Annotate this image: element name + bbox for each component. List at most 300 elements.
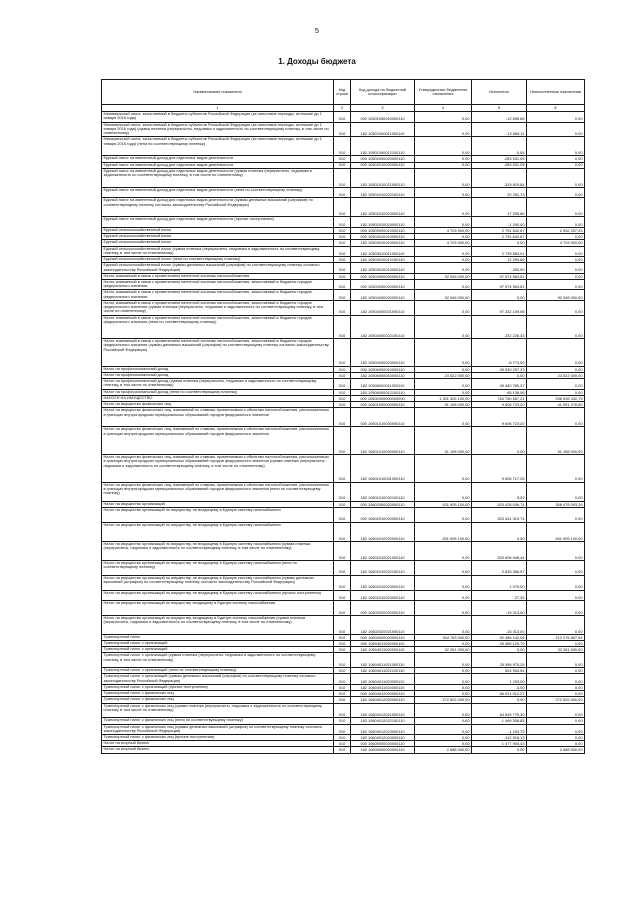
row-kbk: 182 10604011023000110 xyxy=(351,674,415,685)
row-unexecuted: 0,00 xyxy=(527,674,585,685)
row-line-code: 010 xyxy=(334,575,351,590)
row-unexecuted: 0,00 xyxy=(527,379,585,390)
row-unexecuted: 0,00 xyxy=(527,482,585,501)
row-kbk: 182 10506000012100110 xyxy=(351,389,415,395)
row-approved: 0,00 xyxy=(415,507,472,522)
row-line-code: 010 xyxy=(334,366,351,372)
row-line-code: 010 xyxy=(334,590,351,601)
row-approved: 51 198 000,00 xyxy=(415,427,472,455)
table-row xyxy=(102,482,585,501)
row-name: Налог на имущество физических лиц, взимаемый по ставкам, применяемым к объектам налогообложения, расположенным в границах внутригородских муниципальных образований городов федерального значения xyxy=(102,408,334,427)
table-row xyxy=(102,560,585,575)
table-row xyxy=(102,454,585,482)
row-kbk: 182 10604011022100110 xyxy=(351,668,415,674)
row-line-code: 010 xyxy=(334,372,351,378)
row-kbk: 182 10604011021000110 xyxy=(351,653,415,668)
row-unexecuted: 0,00 xyxy=(527,560,585,575)
row-kbk: 182 10502010024000110 xyxy=(351,217,415,228)
row-name: Налог на профессиональный доход xyxy=(102,366,334,372)
row-name: Единый сельскохозяйственный налог xyxy=(102,240,334,246)
table-row xyxy=(102,112,585,123)
row-name: Налог, взимаемый в связи с применением патентной системы налогообложения, зачисляемый в бюджеты городов федерального значения xyxy=(102,279,334,290)
header-approved: Утвержденные бюджетные назначения xyxy=(415,80,472,105)
row-name: Минимальный налог, зачисляемый в бюджеты субъектов Российской Федерации (за налоговые периоды, истекшие до 1 января 2016 года) xyxy=(102,112,334,123)
row-executed: 764 760 667,21 xyxy=(472,395,527,401)
row-unexecuted: 212 276 857,94 xyxy=(527,634,585,640)
row-executed: 97 332 109,08 xyxy=(472,300,527,315)
row-line-code: 010 xyxy=(334,395,351,401)
row-approved: 0,00 xyxy=(415,601,472,616)
row-kbk: 182 10504030023000110 xyxy=(351,339,415,367)
row-unexecuted: 92 948 000,00 xyxy=(527,290,585,301)
row-approved: 51 198 000,00 xyxy=(415,402,472,408)
page-title: 1. Доходы бюджета xyxy=(278,57,356,66)
row-unexecuted: 0,00 xyxy=(527,454,585,482)
row-line-code: 010 xyxy=(334,263,351,274)
row-approved: 0,00 xyxy=(415,137,472,156)
row-kbk: 182 10504030020000110 xyxy=(351,290,415,301)
row-line-code: 010 xyxy=(334,601,351,616)
row-name: Налог на имущество организаций по имуществу, не входящему в Единую систему газоснабжения xyxy=(102,507,334,522)
table-row xyxy=(102,217,585,228)
row-executed: 0,00 xyxy=(472,647,527,653)
table-row xyxy=(102,653,585,668)
row-line-code: 010 xyxy=(334,290,351,301)
row-kbk: 000 10503010010000110 xyxy=(351,234,415,240)
row-line-code: 010 xyxy=(334,279,351,290)
row-unexecuted: 0,00 xyxy=(527,684,585,690)
row-kbk: 182 10602010022100110 xyxy=(351,560,415,575)
row-name: Единый налог на вмененный доход для отдельных видов деятельности (пени по соответствующему платежу) xyxy=(102,187,334,198)
row-line-code: 010 xyxy=(334,315,351,338)
row-unexecuted: 0,00 xyxy=(527,300,585,315)
row-kbk: 000 10601000000000110 xyxy=(351,402,415,408)
row-unexecuted: 272 502 000,00 xyxy=(527,697,585,703)
row-unexecuted: 0,00 xyxy=(527,162,585,168)
row-kbk: 182 10602010023000110 xyxy=(351,575,415,590)
row-approved: 0,00 xyxy=(415,541,472,560)
row-name: Единый сельскохозяйственный налог (суммы денежных взысканий (штрафов) по соответствующему платежу согласно законодательству Российской Федерации) xyxy=(102,263,334,274)
row-name: Налог на профессиональный доход (сумма платежа (перерасчеты, недоимка и задолженность по соответствующему платежу, в том числе по отмененному) xyxy=(102,379,334,390)
row-line-code: 010 xyxy=(334,560,351,575)
row-kbk: 182 10501050011000110 xyxy=(351,122,415,137)
row-kbk: 182 10506000011000110 xyxy=(351,379,415,390)
row-executed: -15 313,00 xyxy=(472,601,527,616)
row-kbk: 000 10602010020000110 xyxy=(351,507,415,522)
row-name: Транспортный налог с физических лиц xyxy=(102,697,334,703)
row-executed: -319 819,84 xyxy=(472,168,527,187)
row-kbk: 182 10504030022100110 xyxy=(351,315,415,338)
row-executed: 12 299,66 xyxy=(472,257,527,263)
row-unexecuted: 51 198 000,00 xyxy=(527,427,585,455)
row-approved: 0,00 xyxy=(415,168,472,187)
row-approved: 0,00 xyxy=(415,339,472,367)
row-kbk: 182 10504030021000110 xyxy=(351,300,415,315)
row-approved: 0,00 xyxy=(415,684,472,690)
row-executed: 520 606 948,44 xyxy=(472,541,527,560)
row-name: Минимальный налог, зачисляемый в бюджеты субъектов Российской Федерации (за налоговые периоды, истекшие до 1 января 2016 года) (сумма платежа (перерасчеты, недоимка и задолженность по соответствующему платежу, в том числе по отмененному) xyxy=(102,122,334,137)
row-line-code: 010 xyxy=(334,454,351,482)
row-approved: 0,00 xyxy=(415,162,472,168)
row-approved: 0,00 xyxy=(415,718,472,724)
row-line-code: 010 xyxy=(334,747,351,753)
row-unexecuted: 0,00 xyxy=(527,668,585,674)
row-executed: -283 531,05 xyxy=(472,162,527,168)
row-name: Налог на игорный бизнес xyxy=(102,741,334,747)
page-number: 5 xyxy=(315,28,319,35)
header-executed: Исполнено xyxy=(472,80,527,105)
row-line-code: 010 xyxy=(334,735,351,741)
row-approved: 0,00 xyxy=(415,379,472,390)
row-line-code: 010 xyxy=(334,507,351,522)
table-row xyxy=(102,279,585,290)
row-kbk: 182 10503010012100110 xyxy=(351,257,415,263)
row-executed: 66 021 012,27 xyxy=(472,691,527,697)
row-line-code: 010 xyxy=(334,168,351,187)
row-unexecuted: 0,00 xyxy=(527,279,585,290)
row-executed: 232 226,33 xyxy=(472,315,527,338)
colnum: 2 xyxy=(334,105,351,112)
row-unexecuted: 0,00 xyxy=(527,217,585,228)
header-unexecuted: Неисполненные назначения xyxy=(527,80,585,105)
row-unexecuted: 0,00 xyxy=(527,590,585,601)
row-kbk: 182 10601010032100110 xyxy=(351,482,415,501)
row-kbk: 182 10604011024000110 xyxy=(351,684,415,690)
row-executed: -15 313,00 xyxy=(472,615,527,634)
row-name: Налог на имущество организаций по имуществу, не входящему в Единую систему газоснабжения xyxy=(102,522,334,541)
row-name: Единый налог на вмененный доход для отдельных видов деятельности (суммы денежных взысканий (штрафов) по соответствующему платежу согласно законодательству Российской Федерации) xyxy=(102,198,334,217)
table-row xyxy=(102,408,585,427)
row-unexecuted: 0,00 xyxy=(527,653,585,668)
row-unexecuted: 0,00 xyxy=(527,339,585,367)
row-name: Транспортный налог с организаций (суммы денежных взысканий (штрафов) по соответствующему платежу согласно законодательству Российской Федерации) xyxy=(102,674,334,685)
row-approved: 32 261 000,00 xyxy=(415,647,472,653)
row-unexecuted: 32 261 000,00 xyxy=(527,647,585,653)
row-executed: 2 739 583,01 xyxy=(472,246,527,257)
row-executed: 523 441 319,74 xyxy=(472,507,527,522)
row-name: Налог на имущество физических лиц, взимаемый по ставкам, применяемым к объектам налогообложения, расположенным в границах внутригородских муниципальных образований городов федерального значения xyxy=(102,427,334,455)
row-name: Налог на имущество организаций по имуществу, не входящему в Единую систему газоснабжения (сумма платежа (перерасчеты, недоимка и задолженность по соответствующему платежу, в том числе по отмененному) xyxy=(102,541,334,560)
row-name: НАЛОГИ НА ИМУЩЕСТВО xyxy=(102,395,334,401)
row-name: Налог, взимаемый в связи с применением патентной системы налогообложения, зачисляемый в бюджеты городов федерального значения (сумма платежа (перерасчеты, недоимка и задолженность по соответствующему платежу, в том числе по отмененному) xyxy=(102,300,334,315)
row-line-code: 010 xyxy=(334,240,351,246)
row-kbk: 000 10501050010000110 xyxy=(351,112,415,123)
row-approved: 0,00 xyxy=(415,246,472,257)
table-body xyxy=(102,112,585,754)
row-line-code: 010 xyxy=(334,427,351,455)
row-line-code: 010 xyxy=(334,653,351,668)
row-kbk: 182 10601010031000110 xyxy=(351,454,415,482)
row-line-code: 010 xyxy=(334,187,351,198)
row-approved: 23 522 000,00 xyxy=(415,372,472,378)
revenue-table xyxy=(101,79,585,754)
row-kbk: 000 10602020020000110 xyxy=(351,601,415,616)
row-executed: 92 486 142,06 xyxy=(472,634,527,640)
row-line-code: 010 xyxy=(334,234,351,240)
row-kbk: 182 10604011020000110 xyxy=(351,647,415,653)
row-unexecuted: 308 479 093,26 xyxy=(527,501,585,507)
table-row xyxy=(102,601,585,616)
row-approved: 0,00 xyxy=(415,217,472,228)
row-approved: 0,00 xyxy=(415,257,472,263)
table-row xyxy=(102,615,585,634)
row-line-code: 010 xyxy=(334,634,351,640)
row-unexecuted: 23 522 000,00 xyxy=(527,372,585,378)
row-name: Единый сельскохозяйственный налог xyxy=(102,227,334,233)
row-approved: 0,00 xyxy=(415,482,472,501)
table-row xyxy=(102,674,585,685)
row-executed: 0,00 xyxy=(472,522,527,541)
row-approved: 0,00 xyxy=(415,112,472,123)
table-row xyxy=(102,315,585,338)
row-approved: 1 301 326 100,00 xyxy=(415,395,472,401)
row-executed: 523 426 006,74 xyxy=(472,501,527,507)
table-row xyxy=(102,137,585,156)
row-executed: 0,00 xyxy=(472,290,527,301)
table-row xyxy=(102,507,585,522)
row-unexecuted: 2 688 000,00 xyxy=(527,747,585,753)
row-approved: 92 948 000,00 xyxy=(415,290,472,301)
table-header-row xyxy=(102,80,585,105)
row-line-code: 010 xyxy=(334,615,351,634)
row-executed: -1 153,75 xyxy=(472,724,527,735)
row-kbk: 000 10502010020000110 xyxy=(351,162,415,168)
row-unexecuted: 4 703 900,00 xyxy=(527,240,585,246)
row-executed: -12 685,11 xyxy=(472,122,527,137)
row-name: Налог на имущество организаций по имуществу, входящему в Единую систему газоснабжения xyxy=(102,601,334,616)
row-kbk: 000 10601010030000110 xyxy=(351,408,415,427)
row-kbk: 000 10602000020000110 xyxy=(351,501,415,507)
row-unexecuted: 0,00 xyxy=(527,741,585,747)
row-approved: 0,00 xyxy=(415,590,472,601)
row-executed: 27,33 xyxy=(472,590,527,601)
row-unexecuted: 0,00 xyxy=(527,246,585,257)
row-executed: -283 531,05 xyxy=(472,156,527,162)
row-unexecuted: 0,00 xyxy=(527,366,585,372)
row-line-code: 010 xyxy=(334,501,351,507)
row-unexecuted: 0,00 xyxy=(527,137,585,156)
row-executed: 5,92 xyxy=(472,482,527,501)
row-executed: 0,00 xyxy=(472,697,527,703)
row-name: Налог на профессиональный доход xyxy=(102,372,334,378)
table-row xyxy=(102,300,585,315)
row-name: Налог на имущество организаций по имуществу, не входящему в Единую систему газоснабжения (пени по соответствующему платежу) xyxy=(102,560,334,575)
row-line-code: 010 xyxy=(334,697,351,703)
table-row xyxy=(102,168,585,187)
row-executed: -12 696,66 xyxy=(472,112,527,123)
row-line-code: 010 xyxy=(334,647,351,653)
row-approved: 0,00 xyxy=(415,408,472,427)
row-kbk: 000 10600000000000000 xyxy=(351,395,415,401)
header-kbk: Код дохода по бюджетной классификации xyxy=(351,80,415,105)
row-kbk: 182 10601010030000110 xyxy=(351,427,415,455)
row-executed: 1 075,00 xyxy=(472,575,527,590)
row-unexecuted: 0,00 xyxy=(527,575,585,590)
row-unexecuted: 0,00 xyxy=(527,541,585,560)
row-line-code: 010 xyxy=(334,668,351,674)
row-approved: 0,00 xyxy=(415,653,472,668)
row-unexecuted: 0,00 xyxy=(527,691,585,697)
row-name: Транспортный налог xyxy=(102,634,334,640)
row-line-code: 010 xyxy=(334,408,351,427)
row-kbk: 182 10506000010000110 xyxy=(351,372,415,378)
row-approved: 831 905 100,00 xyxy=(415,522,472,541)
table-row xyxy=(102,703,585,718)
row-kbk: 182 10502010021000110 xyxy=(351,168,415,187)
row-approved: 2 688 000,00 xyxy=(415,747,472,753)
row-approved: 0,00 xyxy=(415,156,472,162)
row-unexecuted: 1 952 257,33 xyxy=(527,227,585,233)
row-executed: 1 489 308,85 xyxy=(472,718,527,724)
row-kbk: 000 10605000020000110 xyxy=(351,741,415,747)
table-row xyxy=(102,339,585,367)
row-approved: 4 703 900,00 xyxy=(415,240,472,246)
row-name: Налог, взимаемый в связи с применением патентной системы налогообложения, зачисляемый в бюджеты городов федерального значения xyxy=(102,290,334,301)
row-approved: 4 703 900,00 xyxy=(415,227,472,233)
row-executed: 1 477 904,43 xyxy=(472,741,527,747)
row-name: Налог на имущество организаций xyxy=(102,501,334,507)
table-row xyxy=(102,575,585,590)
row-name: Единый налог на вмененный доход для отдельных видов деятельности (прочие поступления) xyxy=(102,217,334,228)
row-name: Транспортный налог с организаций xyxy=(102,641,334,647)
row-line-code: 010 xyxy=(334,257,351,263)
row-line-code: 010 xyxy=(334,217,351,228)
row-name: Транспортный налог с физических лиц (сумма платежа (перерасчеты, недоимка и задолженность по соответствующему платежу, в том числе по отмененному) xyxy=(102,703,334,718)
row-approved: 0,00 xyxy=(415,300,472,315)
header-line-code: Код строки xyxy=(334,80,351,105)
row-kbk: 182 10604012020000110 xyxy=(351,697,415,703)
row-kbk: 182 10604012021000110 xyxy=(351,703,415,718)
row-executed: 9 606 723,20 xyxy=(472,402,527,408)
table-row xyxy=(102,427,585,455)
row-executed: 0,00 xyxy=(472,427,527,455)
row-kbk: 182 10503010011000110 xyxy=(351,246,415,257)
row-line-code: 010 xyxy=(334,718,351,724)
row-name: Транспортный налог с физических лиц (прочие поступления) xyxy=(102,735,334,741)
row-kbk: 182 10602010021000110 xyxy=(351,541,415,560)
row-executed: 504 904,54 xyxy=(472,668,527,674)
row-unexecuted: 0,00 xyxy=(527,315,585,338)
row-unexecuted: 0,00 xyxy=(527,507,585,522)
table-row xyxy=(102,246,585,257)
row-approved: 0,00 xyxy=(415,560,472,575)
row-line-code: 010 xyxy=(334,724,351,735)
row-name: Транспортный налог с физических лиц xyxy=(102,691,334,697)
row-line-code: 010 xyxy=(334,691,351,697)
colnum: 3 xyxy=(351,105,415,112)
row-approved: 0,00 xyxy=(415,198,472,217)
row-executed: 2 833 368,97 xyxy=(472,560,527,575)
row-line-code: 010 xyxy=(334,122,351,137)
row-approved: 0,00 xyxy=(415,641,472,647)
row-unexecuted: 0,00 xyxy=(527,641,585,647)
row-executed: 97 574 563,51 xyxy=(472,273,527,279)
row-name: Транспортный налог с организаций xyxy=(102,647,334,653)
row-approved: 0,00 xyxy=(415,735,472,741)
row-name: Единый сельскохозяйственный налог (пени по соответствующему платежу) xyxy=(102,257,334,263)
row-unexecuted: 0,00 xyxy=(527,735,585,741)
row-name: Транспортный налог с организаций (пени по соответствующему платежу) xyxy=(102,668,334,674)
row-line-code: 010 xyxy=(334,522,351,541)
row-approved: 0,00 xyxy=(415,122,472,137)
row-approved: 0,00 xyxy=(415,389,472,395)
row-executed: 65 138,56 xyxy=(472,389,527,395)
row-unexecuted: 0,00 xyxy=(527,703,585,718)
row-approved: 0,00 xyxy=(415,674,472,685)
row-executed: 45 440 789,37 xyxy=(472,379,527,390)
row-kbk: 182 10502010023000110 xyxy=(351,198,415,217)
row-unexecuted: 0,00 xyxy=(527,273,585,279)
row-approved: 0,00 xyxy=(415,454,472,482)
row-kbk: 000 10604012020000110 xyxy=(351,691,415,697)
row-name: Налог, взимаемый в связи с применением патентной системы налогообложения, зачисляемый в бюджеты городов федерального значения (суммы денежных взысканий (штрафов) по соответствующему платежу согласно законодательству Российской Федерации) xyxy=(102,339,334,367)
row-kbk: 000 10504030020000110 xyxy=(351,279,415,290)
row-line-code: 010 xyxy=(334,156,351,162)
row-line-code: 010 xyxy=(334,703,351,718)
colnum: 6 xyxy=(527,105,585,112)
row-kbk: 000 10504000020000110 xyxy=(351,273,415,279)
row-name: Налог, взимаемый в связи с применением патентной системы налогообложения, зачисляемый в бюджеты городов федерального значения (пени по соответствующему платежу) xyxy=(102,315,334,338)
row-line-code: 010 xyxy=(334,300,351,315)
row-name: Налог на профессиональный доход (пени по соответствующему платежу) xyxy=(102,389,334,395)
row-approved: 0,00 xyxy=(415,724,472,735)
row-name: Налог, взимаемый в связи с применением патентной системы налогообложения xyxy=(102,273,334,279)
row-unexecuted: 0,00 xyxy=(527,234,585,240)
row-name: Минимальный налог, зачисляемый в бюджеты субъектов Российской Федерации (за налоговые периоды, истекшие до 1 января 2016 года) (пени по соответствующему платежу) xyxy=(102,137,334,156)
row-name: Единый налог на вмененный доход для отдельных видов деятельности (сумма платежа (перерасчеты, недоимка и задолженность по соответствующему платежу, в том числе по отмененному) xyxy=(102,168,334,187)
colnum: 5 xyxy=(472,105,527,112)
row-unexecuted: 0,00 xyxy=(527,257,585,263)
table-row xyxy=(102,541,585,560)
row-line-code: 010 xyxy=(334,641,351,647)
row-kbk: 182 10602020021000110 xyxy=(351,615,415,634)
table-row xyxy=(102,290,585,301)
row-unexecuted: 0,00 xyxy=(527,389,585,395)
row-executed: 0,00 xyxy=(472,372,527,378)
row-name: Налог на имущество организаций по имуществу, входящему в Единую систему газоснабжения (сумма платежа (перерасчеты, недоимка и задолженность по соответствующему платежу, в том числе по отмененному) xyxy=(102,615,334,634)
table-row xyxy=(102,122,585,137)
row-line-code: 010 xyxy=(334,684,351,690)
row-unexecuted: 0,00 xyxy=(527,156,585,162)
table-row xyxy=(102,724,585,735)
row-approved: 0,00 xyxy=(415,691,472,697)
row-line-code: 010 xyxy=(334,198,351,217)
row-approved: 0,00 xyxy=(415,615,472,634)
row-unexecuted: 0,00 xyxy=(527,263,585,274)
row-kbk: 182 10501050012100110 xyxy=(351,137,415,156)
row-kbk: 182 10604012024000110 xyxy=(351,735,415,741)
row-approved: 0,00 xyxy=(415,279,472,290)
row-kbk: 000 10503000010000110 xyxy=(351,227,415,233)
row-line-code: 010 xyxy=(334,339,351,367)
row-line-code: 010 xyxy=(334,137,351,156)
row-kbk: 000 10502000020000110 xyxy=(351,156,415,162)
row-executed: 2 751 642,67 xyxy=(472,227,527,233)
row-approved: 0,00 xyxy=(415,315,472,338)
header-name: Наименование показателя xyxy=(102,80,334,105)
row-name: Налог на имущество организаций по имуществу, не входящему в Единую систему газоснабжения (прочие поступления) xyxy=(102,590,334,601)
row-kbk: 182 10602010024000110 xyxy=(351,590,415,601)
table-row xyxy=(102,590,585,601)
table-row xyxy=(102,187,585,198)
row-unexecuted: 0,00 xyxy=(527,724,585,735)
colnum: 1 xyxy=(102,105,334,112)
row-approved: 0,00 xyxy=(415,366,472,372)
row-approved: 272 502 000,00 xyxy=(415,697,472,703)
row-name: Единый сельскохозяйственный налог xyxy=(102,234,334,240)
row-line-code: 010 xyxy=(334,741,351,747)
row-kbk: 182 10602010020000110 xyxy=(351,522,415,541)
